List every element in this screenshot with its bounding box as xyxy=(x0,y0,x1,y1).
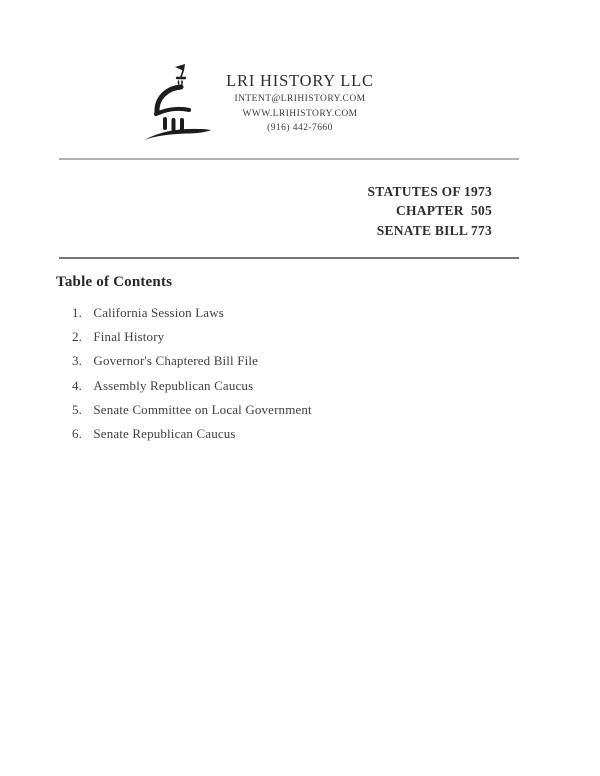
company-phone: (916) 442-7660 xyxy=(267,123,333,134)
toc-item xyxy=(0,349,560,373)
toc-item xyxy=(0,325,560,349)
toc-item xyxy=(0,422,560,446)
bill-reference-block xyxy=(367,182,492,240)
toc-item-label: California Session Laws xyxy=(93,305,224,320)
toc-item-number: 1. xyxy=(72,305,83,320)
toc-list xyxy=(0,301,560,446)
toc-item-label: Governor's Chaptered Bill File xyxy=(93,353,259,369)
toc-item xyxy=(0,301,560,325)
toc-item-label: Final History xyxy=(93,329,165,345)
senate-bill-line: SENATE BILL 773 xyxy=(376,222,492,238)
letterhead xyxy=(150,70,450,136)
toc-item-number: 6. xyxy=(72,425,83,441)
toc-item-number: 5. xyxy=(72,401,83,417)
divider-top xyxy=(59,158,519,160)
divider-bottom xyxy=(59,257,519,259)
toc-item-label: Senate Republican Caucus xyxy=(93,425,236,441)
toc-item xyxy=(0,374,560,398)
chapter-line: CHAPTER 505 xyxy=(395,203,492,219)
company-name: LRI HISTORY LLC xyxy=(226,71,374,90)
toc-item-number: 2. xyxy=(72,329,83,345)
toc-title: Table of Contents xyxy=(56,274,173,290)
toc-item-label: Assembly Republican Caucus xyxy=(93,377,254,393)
toc-item-number: 4. xyxy=(72,377,83,393)
toc-item-number: 3. xyxy=(72,353,83,369)
company-website: WWW.LRIHISTORY.COM xyxy=(242,108,358,119)
company-email: INTENT@LRIHISTORY.COM xyxy=(234,94,366,104)
toc-item xyxy=(0,398,560,422)
statutes-line: STATUTES OF 1973 xyxy=(367,184,492,199)
toc-item-label: Senate Committee on Local Government xyxy=(93,401,312,417)
